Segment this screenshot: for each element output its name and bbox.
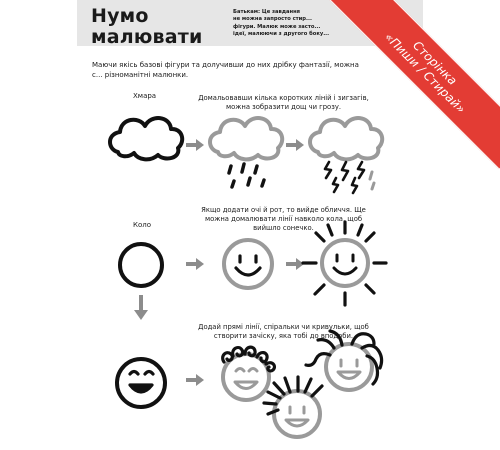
intro-text: Маючи якісь базові фігури та долучивши до них дрібку фантазії, можна с... різноманітні малюнки. [92, 61, 359, 79]
title-line-1: Нумо [91, 5, 149, 27]
sun-features [334, 255, 356, 274]
title-line-2: малювати [91, 26, 203, 48]
cloud-shape [110, 118, 182, 159]
parents-note: Батькам: Це завдання не можна запросто стир... фігури. Малюк може засто... ідеї, малюючи з другого боку... [233, 9, 330, 37]
rain-cloud-shape [210, 118, 282, 159]
wavy-hair-face [326, 344, 372, 390]
arrow-right-icon [186, 139, 204, 151]
arrow-right-icon [286, 258, 304, 270]
arrow-right-icon [186, 258, 204, 270]
sun-rays [303, 222, 386, 305]
arrow-down-icon [134, 295, 148, 320]
cloud-caption: Домальовавши кілька коротких ліній і зигзагів, можна зобразити дощ чи грозу. [198, 94, 369, 111]
smiling-face-features [130, 372, 153, 393]
face-caption: Якщо додати очі й рот, то вийде обличчя. Ще можна домалювати лінії навколо кола, щоб вийшло сонечко. [201, 206, 366, 232]
face-outline [224, 240, 272, 288]
rain-drops [229, 164, 264, 187]
write-erase-ribbon: Сторінка «Пиши / Стирай» [329, 0, 500, 169]
circle-shape [120, 244, 162, 286]
hair-caption: Додай прямі лінії, спіральки чи кривульки, щоб створити зачіску, яка тобі до вподоби. [198, 323, 369, 340]
cloud-label: Хмара [133, 92, 157, 100]
curly-hair [223, 347, 275, 371]
smiling-face [117, 359, 165, 407]
sun-outline [322, 240, 368, 286]
face-features [236, 256, 260, 275]
circle-label: Коло [133, 221, 152, 229]
arrow-right-icon [186, 374, 204, 386]
ribbon-corner [300, 0, 500, 170]
